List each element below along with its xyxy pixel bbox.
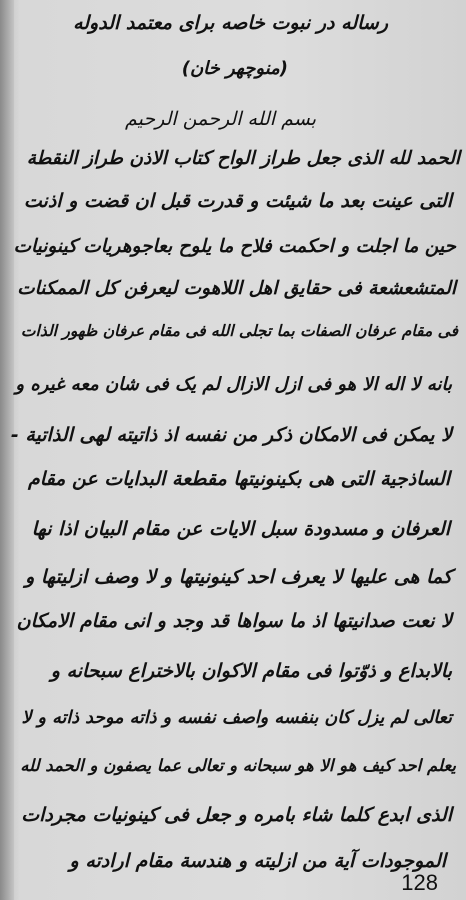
text-line-9: العرفان و مسدودة سبل الایات عن مقام البیان اذا نها xyxy=(31,518,450,540)
text-line-2: التی عینت بعد ما شیئت و قدرت قبل ان قضت و اذنت xyxy=(23,190,452,212)
text-line-3: حین ما اجلت و احکمت فلاح ما یلوح بعاجوهریات کینونیات xyxy=(13,236,456,257)
text-line-16: الموجودات آیة من ازلیته و هندسة مقام ارادته و xyxy=(69,850,446,872)
text-line-7: لا یمکن فی الامکان ذکر من نفسه اذ ذاتیته لهی الذاتیة - xyxy=(10,424,452,446)
document-title: رساله در نبوت خاصه برای معتمد الدوله xyxy=(73,12,388,34)
text-line-12: بالابداع و ذوّتوا فی مقام الاکوان بالاختراع سبحانه و xyxy=(50,660,452,682)
text-line-13: تعالی لم یزل کان بنفسه واصف نفسه و ذاته موحد ذاته و لا xyxy=(21,708,452,728)
text-line-10: کما هی علیها لا یعرف احد کینونیتها و لا وصف ازلیتها و xyxy=(25,566,452,588)
text-line-8: الساذجیة التی هی بکینونیتها مقطعة البدایات عن مقام xyxy=(28,468,450,490)
basmala: بسم الله الرحمن الرحیم xyxy=(125,108,316,130)
text-line-6: بانه لا اله الا هو فی ازل الازال لم یک فی شان معه غیره و xyxy=(15,374,452,395)
text-line-14: یعلم احد کیف هو الا هو سبحانه و تعالی عما یصفون و الحمد لله xyxy=(20,756,456,775)
text-line-15: الذی ابدع کلما شاء بامره و جعل فی کینونیات مجردات xyxy=(21,804,452,826)
text-line-1: الحمد لله الذی جعل طراز الواح کتاب الاذن طراز النقطة xyxy=(26,148,460,169)
text-line-4: المتشعشعة فی حقایق اهل اللاهوت لیعرفن کل الممکنات xyxy=(17,278,456,299)
text-line-5: فی مقام عرفان الصفات بما تجلی الله فی مقام عرفان ظهور الذات xyxy=(20,322,458,340)
page-number: 128 xyxy=(401,870,438,895)
text-line-11: لا نعت صدانیتها اذ ما سواها قد وجد و انی مقام الامکان xyxy=(16,610,452,632)
document-subtitle: (منوچهر خان) xyxy=(181,58,288,79)
